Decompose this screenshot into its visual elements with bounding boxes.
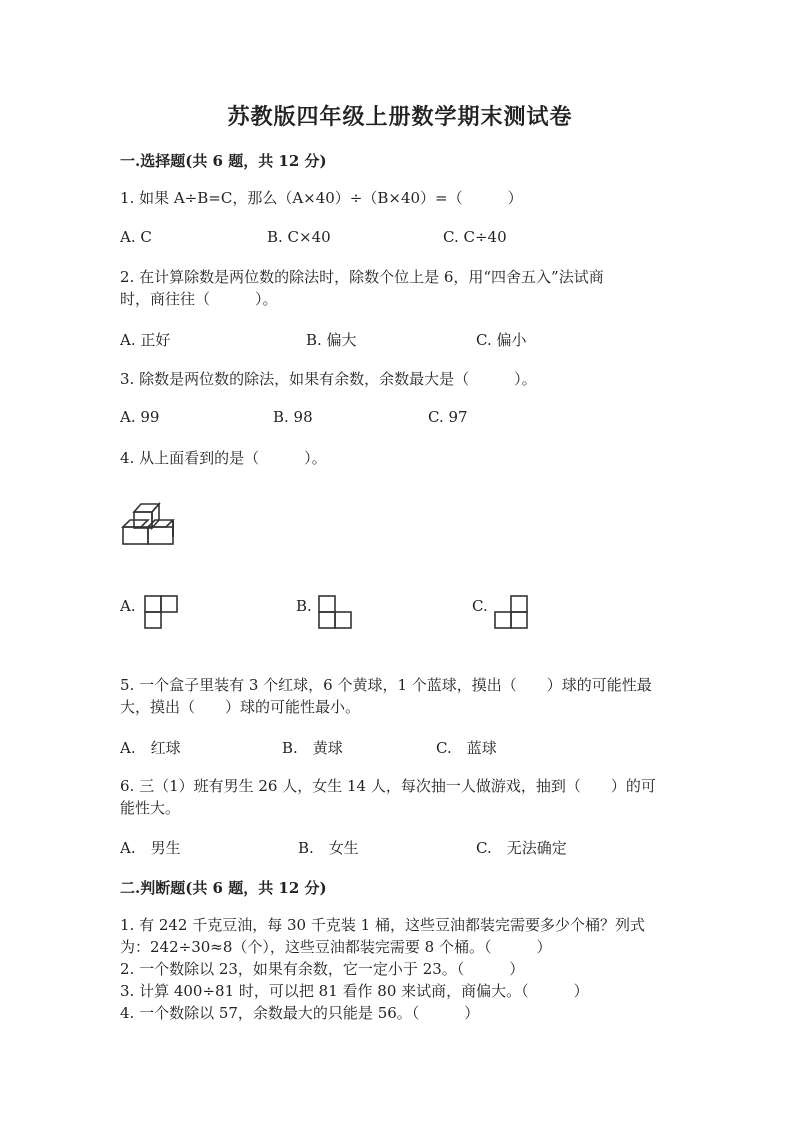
option-4c: C. xyxy=(472,597,488,615)
cube-stack-figure xyxy=(120,500,180,548)
question-6-line2: 能性大。 xyxy=(120,799,181,817)
option-4b-figure xyxy=(318,595,352,629)
question-2-line2: 时，商往往（ ）。 xyxy=(120,290,278,308)
option-2c: C. 偏小 xyxy=(476,331,527,349)
question-3: 3. 除数是两位数的除法，如果有余数，余数最大是（ ）。 xyxy=(120,370,537,388)
question-1: 1. 如果 A÷B=C，那么（A×40）÷（B×40）=（ ） xyxy=(120,189,523,207)
option-3c: C. 97 xyxy=(428,408,468,426)
judge-4: 4. 一个数除以 57，余数最大的只能是 56。（ ） xyxy=(120,1004,480,1022)
option-6c: C. 无法确定 xyxy=(476,839,567,857)
option-4b: B. xyxy=(296,597,312,615)
option-6b: B. 女生 xyxy=(298,839,359,857)
judge-1-line2: 为：242÷30≈8（个），这些豆油都装完需要 8 个桶。（ ） xyxy=(120,938,552,956)
option-2a: A. 正好 xyxy=(120,331,171,349)
option-4a-figure xyxy=(144,595,178,629)
option-1a: A. C xyxy=(120,228,152,246)
section-heading-judgement: 二.判断题(共 6 题，共 12 分) xyxy=(120,879,327,897)
option-6a: A. 男生 xyxy=(120,839,181,857)
judge-2: 2. 一个数除以 23，如果有余数，它一定小于 23。（ ） xyxy=(120,960,525,978)
option-5b: B. 黄球 xyxy=(282,739,343,757)
question-4: 4. 从上面看到的是（ ）。 xyxy=(120,449,327,467)
option-4a: A. xyxy=(120,597,136,615)
option-4c-figure xyxy=(494,595,528,629)
question-6-line1: 6. 三（1）班有男生 26 人，女生 14 人，每次抽一人做游戏，抽到（ ）的可 xyxy=(120,777,656,795)
option-1c: C. C÷40 xyxy=(443,228,507,246)
option-3a: A. 99 xyxy=(120,408,160,426)
option-2b: B. 偏大 xyxy=(306,331,357,349)
option-5a: A. 红球 xyxy=(120,739,181,757)
option-5c: C. 蓝球 xyxy=(436,739,497,757)
section-heading-choice: 一.选择题(共 6 题，共 12 分) xyxy=(120,152,327,170)
question-2-line1: 2. 在计算除数是两位数的除法时，除数个位上是 6，用“四舍五入”法试商 xyxy=(120,268,604,286)
question-5-line1: 5. 一个盒子里装有 3 个红球，6 个黄球，1 个蓝球，摸出（ ）球的可能性最 xyxy=(120,676,652,694)
option-3b: B. 98 xyxy=(273,408,313,426)
judge-1-line1: 1. 有 242 千克豆油，每 30 千克装 1 桶，这些豆油都装完需要多少个桶？列式 xyxy=(120,916,645,934)
option-1b: B. C×40 xyxy=(267,228,331,246)
judge-3: 3. 计算 400÷81 时，可以把 81 看作 80 来试商，商偏大。（ ） xyxy=(120,982,589,1000)
question-5-line2: 大，摸出（ ）球的可能性最小。 xyxy=(120,698,361,716)
page-title: 苏教版四年级上册数学期末测试卷 xyxy=(227,104,573,130)
